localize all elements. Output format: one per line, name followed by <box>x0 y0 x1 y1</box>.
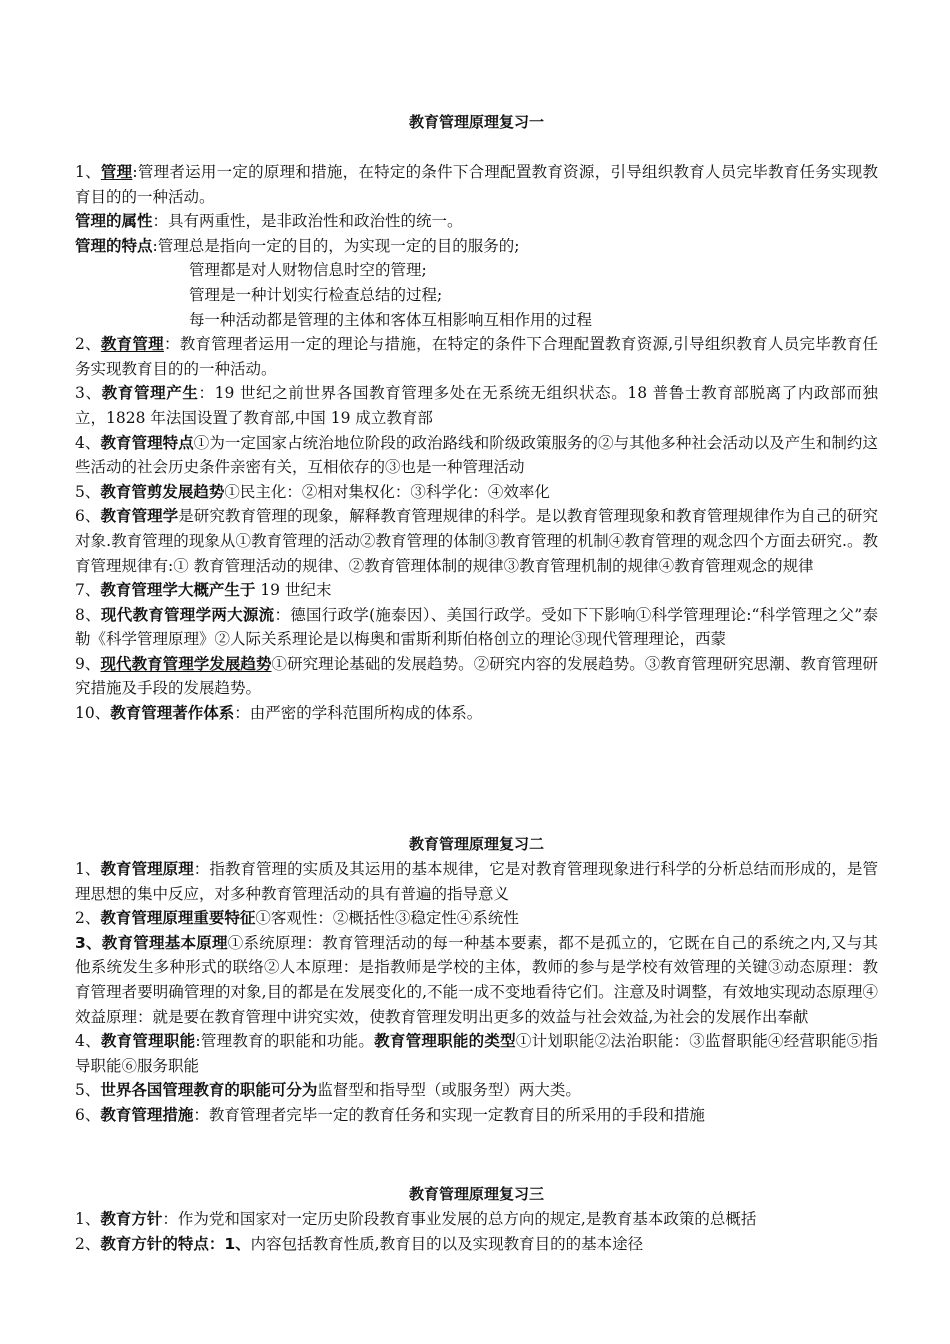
item-term: 教育管剪发展趋势 <box>100 482 225 501</box>
item-number: 7、 <box>75 581 101 600</box>
item-term: 现代教育管理学两大源流 <box>100 605 275 624</box>
paragraph <box>75 209 878 234</box>
item-number: 6、 <box>75 1105 101 1124</box>
paragraph <box>75 578 878 603</box>
paragraph <box>75 1103 878 1128</box>
item-text: ：具有两重性，是非政治性和政治性的统一。 <box>152 212 463 231</box>
item-term: 教育管理 <box>100 335 164 354</box>
section-title: 教育管理原理复习三 <box>408 1185 544 1203</box>
item-number: 1、 <box>75 163 101 181</box>
paragraph <box>75 160 878 209</box>
section-2 <box>75 832 878 856</box>
indented-line: 管理都是对人财物信息时空的管理; <box>189 261 427 280</box>
paragraph <box>75 652 878 701</box>
item-number: 4、 <box>75 433 101 452</box>
paragraph <box>75 1078 878 1103</box>
item-term: 教育管理基本原理 <box>101 933 228 952</box>
item-term: 教育管理原理重要特征 <box>100 909 256 928</box>
paragraph <box>75 381 878 430</box>
item-text: 内容包括教育性质,教育目的以及实现教育目的的基本途径 <box>250 1234 644 1253</box>
item-text: :管理教育的职能和功能。 <box>195 1032 375 1051</box>
paragraph <box>75 480 878 505</box>
item-term: 教育管理产生 <box>101 384 199 403</box>
item-number: 6、 <box>75 507 101 526</box>
paragraph <box>75 332 878 381</box>
item-number: 5、 <box>75 482 101 501</box>
item-number: 4、 <box>75 1032 101 1051</box>
section-3 <box>75 1182 878 1206</box>
item-number: 10、 <box>75 704 111 723</box>
item-term: 教育管理学 <box>100 507 179 526</box>
item-text: ：指教育管理的实质及其运用的基本规律，它是对教育管理现象进行科学的分析总结而形成的，是管理思想的集中反应，对多种教育管理活动的具有普遍的指导意义 <box>75 860 878 903</box>
item-text: ①为一定国家占统治地位阶段的政治路线和阶级政策服务的②与其他多种社会活动以及产生和制约这些活动的社会历史条件亲密有关，互相依存的③也是一种管理活动 <box>75 433 878 477</box>
item-term: 教育管理著作体系 <box>110 704 235 723</box>
indented-line: 每一种活动都是管理的主体和客体互相影响互相作用的过程 <box>189 310 593 329</box>
item-number: 5、 <box>75 1081 101 1100</box>
item-term: 管理的特点 <box>75 236 153 255</box>
item-term: 教育方针 <box>100 1210 163 1228</box>
paragraph <box>75 1207 878 1232</box>
paragraph <box>75 234 878 259</box>
item-term: 现代教育管理学发展趋势 <box>100 654 272 673</box>
paragraph <box>75 857 878 906</box>
item-number: 1、 <box>75 1210 101 1228</box>
item-text: 监督型和指导型（或服务型）两大类。 <box>317 1081 581 1100</box>
item-term: 教育方针的特点：1、 <box>100 1234 251 1253</box>
item-number: 2、 <box>75 909 101 928</box>
paragraph <box>75 701 878 726</box>
indented-line: 管理是一种计划实行检查总结的过程; <box>189 285 443 304</box>
item-number: 9、 <box>75 654 101 673</box>
item-text: ：德国行政学(施泰因）、美国行政学。受如下下影响①科学管理理论:“科学管理之父”泰勒《科学管理原理》②人际关系理论是以梅奥和雷斯利斯伯格创立的理论③现代管理理论，西蒙 <box>75 605 878 649</box>
item-term: 世界各国管理教育的职能可分为 <box>100 1081 318 1100</box>
paragraph <box>75 1232 878 1257</box>
section-2-body <box>75 857 878 1128</box>
item-number: 2、 <box>75 335 101 354</box>
item-term: 教育管理措施 <box>100 1105 194 1124</box>
item-term: 教育管理学大概产生于 <box>100 581 256 600</box>
item-text: ：19 世纪之前世界各国教育管理多处在无系统无组织状态。18 普鲁士教育部脱离了内政部而独立，1828 年法国设置了教育部,中国 19 成立教育部 <box>75 384 878 427</box>
item-text: ：教育管理者运用一定的理论与措施，在特定的条件下合理配置教育资源,引导组织教育人员完毕教育任务实现教育目的的一种活动。 <box>75 335 878 378</box>
item-number: 1、 <box>75 860 101 878</box>
item-text: ：由严密的学科范围所构成的体系。 <box>234 704 483 723</box>
item-term: 教育管理特点 <box>100 433 194 452</box>
item-text: ①计划职能②法治职能：③监督职能④经营职能⑤指导职能⑥服务职能 <box>75 1032 878 1075</box>
item-text: ①客观性：②概括性③稳定性④系统性 <box>255 909 519 928</box>
item-text: ：教育管理者完毕一定的教育任务和实现一定教育目的所采用的手段和措施 <box>193 1105 705 1124</box>
item-text: 19 世纪末 <box>255 581 332 600</box>
item-text: ：作为党和国家对一定历史阶段教育事业发展的总方向的规定,是教育基本政策的总概括 <box>162 1210 757 1228</box>
item-number: 8、 <box>75 605 101 624</box>
item-text: ①民主化：②相对集权化：③科学化：④效率化 <box>224 482 550 501</box>
paragraph <box>75 906 878 931</box>
paragraph <box>75 431 878 480</box>
section-title: 教育管理原理复习一 <box>408 113 544 131</box>
paragraph <box>75 931 878 1029</box>
item-text: ①系统原理：教育管理活动的每一种基本要素，都不是孤立的，它既在自己的系统之内,又与其他系统发生多种形式的联络②人本原理：是指教师是学校的主体，教师的参与是学校有效管理的关键③动态原理：教育管理者要明确管理的对象,目的都是在发展变化的,不能一成不变地看待它们。注意及时调整，有效地实现动态原理④效益原理：就是要在教育管理中讲究实效，使教育管理发明出更多的效益与社会效益,为社会的发展作出奉献 <box>75 933 878 1026</box>
item-term: 教育管理职能 <box>100 1032 196 1051</box>
item-term: 管理 <box>100 163 133 181</box>
item-text: ①研究理论基础的发展趋势。②研究内容的发展趋势。③教育管理研究思潮、教育管理研究措施及手段的发展趋势。 <box>75 654 878 698</box>
item-term: 教育管理原理 <box>100 860 194 878</box>
section-title: 教育管理原理复习二 <box>408 835 544 853</box>
paragraph <box>75 603 878 652</box>
item-term: 管理的属性 <box>75 212 153 231</box>
section-1 <box>75 110 878 134</box>
item-text: :管理总是指向一定的目的，为实现一定的目的服务的; <box>152 236 520 255</box>
item-number: 3、 <box>75 384 102 403</box>
item-number: 2、 <box>75 1234 101 1253</box>
item-text: :管理者运用一定的原理和措施，在特定的条件下合理配置教育资源，引导组织教育人员完毕教育任务实现教育目的的一种活动。 <box>75 163 878 206</box>
item-number: 3、 <box>75 933 102 952</box>
item-term: 教育管理职能的类型 <box>374 1032 516 1051</box>
paragraph <box>75 504 878 578</box>
item-text: 是研究教育管理的现象，解释教育管理规律的科学。是以教育管理现象和教育管理规律作为自己的研究对象.教育管理的现象从①教育管理的活动②教育管理的体制③教育管理的机制④教育管理的观念四个方面去研究.。教育管理规律有:① 教育管理活动的规律、②教育管理体制的规律③教育管理机制的规律④教育管理观念的规律 <box>75 507 878 575</box>
section-1-body <box>75 160 878 726</box>
section-3-body <box>75 1207 878 1256</box>
paragraph <box>75 1029 878 1078</box>
